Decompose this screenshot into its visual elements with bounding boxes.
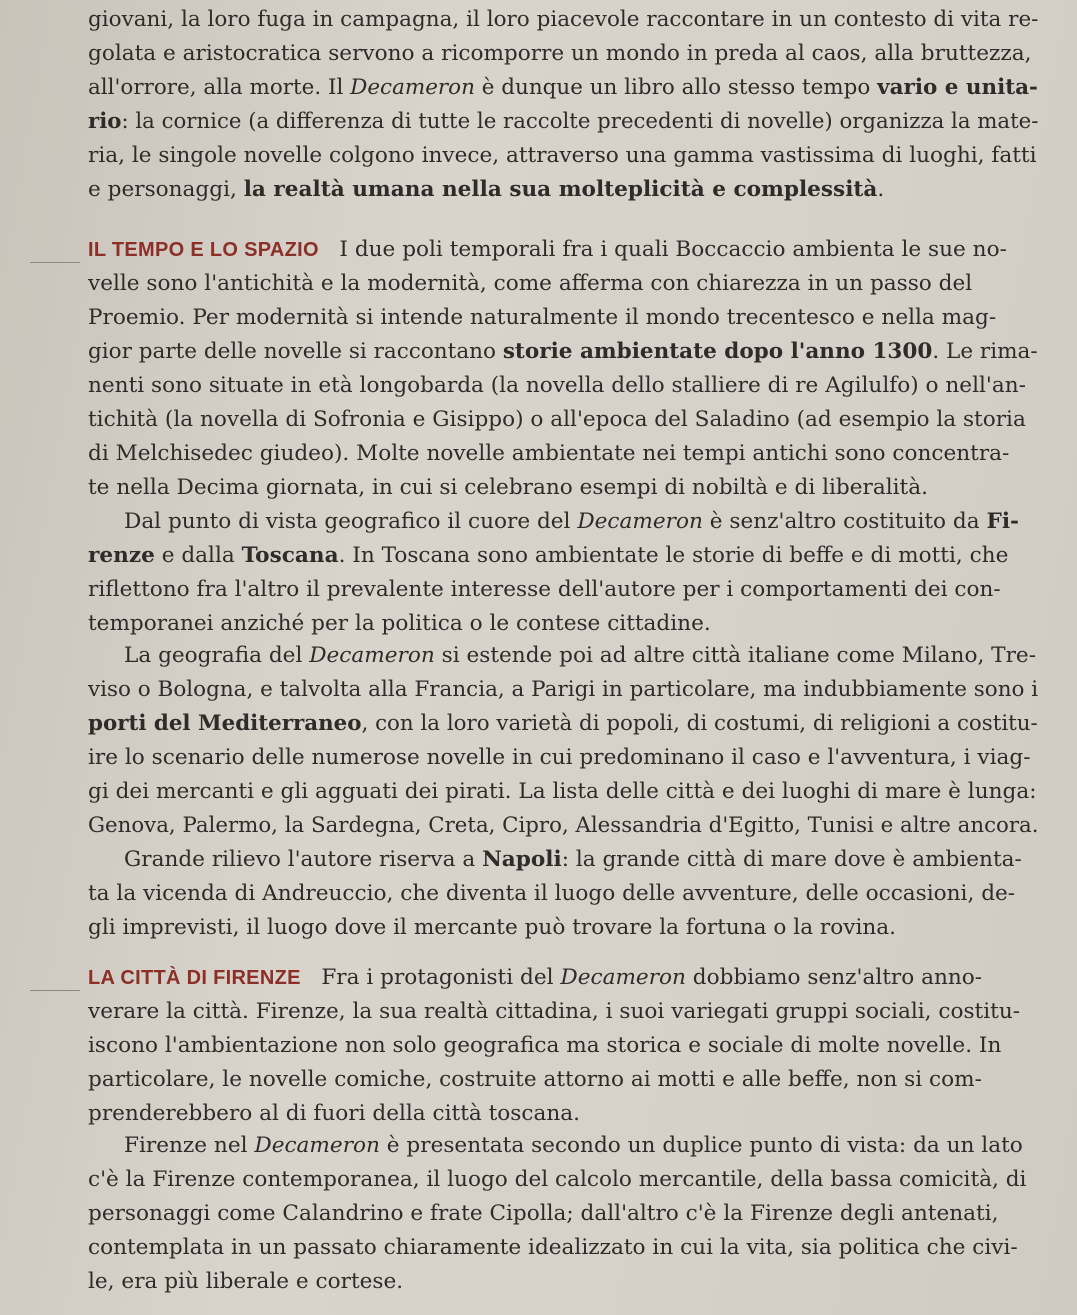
section-rule <box>30 262 80 263</box>
text-line: e personaggi, la realtà umana nella sua molteplicità e complessità. <box>88 177 885 202</box>
text-line: Dal punto di vista geografico il cuore del Decameron è senz'altro costituito da Fi- <box>124 509 1019 534</box>
text-line: gior parte delle novelle si raccontano storie ambientate dopo l'anno 1300. Le rima- <box>88 339 1038 364</box>
text-line: gi dei mercanti e gli agguati dei pirati. La lista delle città e dei luoghi di mare è lunga: <box>88 779 1037 804</box>
text-line: ria, le singole novelle colgono invece, attraverso una gamma vastissima di luoghi, fatti <box>88 143 1037 168</box>
text-line: La geografia del Decameron si estende poi ad altre città italiane come Milano, Tre- <box>124 643 1036 668</box>
text-line: ire lo scenario delle numerose novelle in cui predominano il caso e l'avventura, i viag- <box>88 745 1031 770</box>
text-line: porti del Mediterraneo, con la loro varietà di popoli, di costumi, di religioni a costitu- <box>88 711 1038 736</box>
text-line: Firenze nel Decameron è presentata secondo un duplice punto di vista: da un lato <box>124 1133 1023 1158</box>
text-line: temporanei anziché per la politica o le contese cittadine. <box>88 611 711 636</box>
text-line: velle sono l'antichità e la modernità, come afferma con chiarezza in un passo del <box>88 271 973 296</box>
text-line: gli imprevisti, il luogo dove il mercante può trovare la fortuna o la rovina. <box>88 915 897 940</box>
text-line: di Melchisedec giudeo). Molte novelle ambientate nei tempi antichi sono concentra- <box>88 441 1010 466</box>
text-line: iscono l'ambientazione non solo geografica ma storica e sociale di molte novelle. In <box>88 1033 1002 1058</box>
section-heading: IL TEMPO E LO SPAZIO <box>88 239 319 261</box>
text-line: riflettono fra l'altro il prevalente interesse dell'autore per i comportamenti dei con- <box>88 577 1001 602</box>
text-line: Genova, Palermo, la Sardegna, Creta, Cipro, Alessandria d'Egitto, Tunisi e altre ancora. <box>88 813 1039 838</box>
text-line: viso o Bologna, e talvolta alla Francia, a Parigi in particolare, ma indubbiamente sono i <box>88 677 1039 702</box>
section-heading: LA CITTÀ DI FIRENZE <box>88 967 301 989</box>
text-line: Grande rilievo l'autore riserva a Napoli: la grande città di mare dove è ambienta- <box>124 847 1022 872</box>
text-line: golata e aristocratica servono a ricomporre un mondo in preda al caos, alla bruttezza, <box>88 41 1032 66</box>
text-line: prenderebbero al di fuori della città toscana. <box>88 1101 580 1126</box>
text-line: verare la città. Firenze, la sua realtà cittadina, i suoi variegati gruppi sociali, costitu- <box>88 999 1021 1024</box>
text-line: Proemio. Per modernità si intende naturalmente il mondo trecentesco e nella mag- <box>88 305 997 330</box>
text-line: le, era più liberale e cortese. <box>88 1269 404 1294</box>
text-line: LA CITTÀ DI FIRENZE Fra i protagonisti del Decameron dobbiamo senz'altro anno- <box>88 965 983 990</box>
text-line: ta la vicenda di Andreuccio, che diventa il luogo delle avventure, delle occasioni, de- <box>88 881 1016 906</box>
text-line: contemplata in un passato chiaramente idealizzato in cui la vita, sia politica che civi- <box>88 1235 1018 1260</box>
text-line: all'orrore, alla morte. Il Decameron è dunque un libro allo stesso tempo vario e unita- <box>88 75 1038 100</box>
text-line: te nella Decima giornata, in cui si celebrano esempi di nobiltà e di liberalità. <box>88 475 928 500</box>
text-line: renze e dalla Toscana. In Toscana sono ambientate le storie di beffe e di motti, che <box>88 543 1009 568</box>
text-line: tichità (la novella di Sofronia e Gisippo) o all'epoca del Saladino (ad esempio la storia <box>88 407 1026 432</box>
section-rule <box>30 990 80 991</box>
text-line: c'è la Firenze contemporanea, il luogo del calcolo mercantile, della bassa comicità, di <box>88 1167 1027 1192</box>
text-line: particolare, le novelle comiche, costruite attorno ai motti e alle beffe, non si com- <box>88 1067 982 1092</box>
text-line: rio: la cornice (a differenza di tutte le raccolte precedenti di novelle) organizza la mate- <box>88 109 1039 134</box>
text-line: giovani, la loro fuga in campagna, il loro piacevole raccontare in un contesto di vita re- <box>88 7 1039 32</box>
text-line: nenti sono situate in età longobarda (la novella dello stalliere di re Agilulfo) o nell'an- <box>88 373 1026 398</box>
text-line: IL TEMPO E LO SPAZIO I due poli temporali fra i quali Boccaccio ambienta le sue no- <box>88 237 1007 262</box>
text-line: personaggi come Calandrino e frate Cipolla; dall'altro c'è la Firenze degli antenati, <box>88 1201 999 1226</box>
